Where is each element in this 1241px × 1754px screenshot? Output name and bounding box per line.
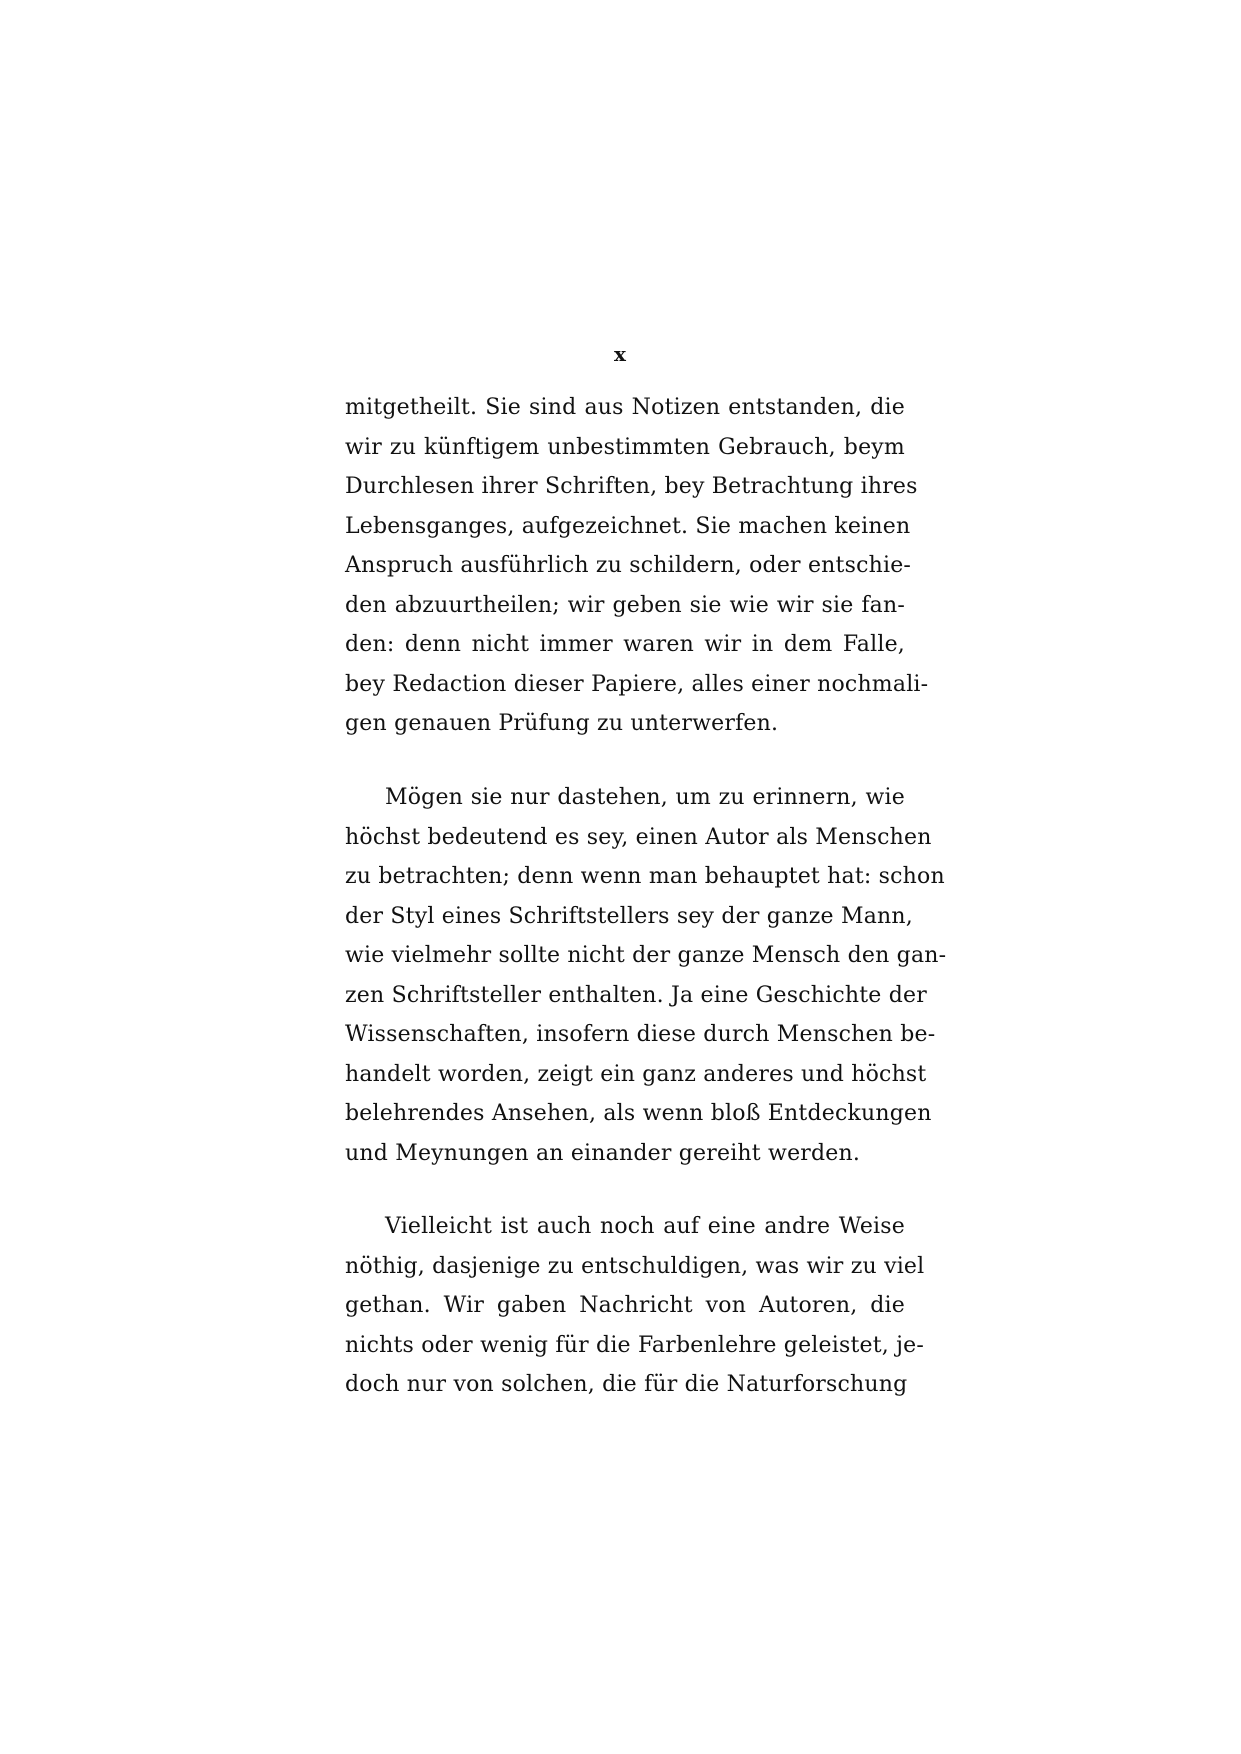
text-line: Vielleicht ist auch noch auf eine andre Weise — [385, 1214, 905, 1239]
text-line: höchst bedeutend es sey, einen Autor als Menschen — [345, 824, 932, 850]
text-line: bey Redaction dieser Papiere, alles einer nochmali- — [345, 671, 929, 697]
text-line: Lebensganges, aufgezeichnet. Sie machen keinen — [345, 513, 911, 539]
paragraph-3 — [345, 1207, 925, 1405]
text-line: belehrendes Ansehen, als wenn bloß Entdeckungen — [345, 1101, 932, 1126]
text-line: nichts oder wenig für die Farbenlehre geleistet, je- — [345, 1332, 925, 1358]
text-line: mitgetheilt. Sie sind aus Notizen entstanden, die — [345, 395, 905, 420]
text-line: doch nur von solchen, die für die Naturforschung — [345, 1372, 908, 1397]
text-line: Wissenschaften, insofern diese durch Menschen be- — [345, 1022, 936, 1047]
text-line: zu betrachten; denn wenn man behauptet hat: schon — [345, 864, 945, 889]
text-line: Anspruch ausführlich zu schildern, oder entschie- — [345, 553, 912, 578]
text-line: nöthig, dasjenige zu entschuldigen, was wir zu viel — [345, 1253, 925, 1279]
text-line: Durchlesen ihrer Schriften, bey Betrachtung ihres — [345, 474, 918, 499]
text-line: handelt worden, zeigt ein ganz anderes und höchst — [345, 1061, 927, 1087]
text-line: Mögen sie nur dastehen, um zu erinnern, wie — [385, 785, 905, 810]
text-line: den: denn nicht immer waren wir in dem Falle, — [345, 632, 905, 657]
text-line: den abzuurtheilen; wir geben sie wie wir sie fan- — [345, 592, 905, 618]
text-line: zen Schriftsteller enthalten. Ja eine Geschichte der — [345, 982, 927, 1008]
text-line: und Meynungen an einander gereiht werden. — [345, 1140, 861, 1166]
text-line: gethan. Wir gaben Nachricht von Autoren, die — [345, 1293, 905, 1318]
text-line: wir zu künftigem unbestimmten Gebrauch, beym — [345, 434, 905, 460]
text-line: der Styl eines Schriftstellers sey der ganze Mann, — [345, 903, 913, 929]
page-number: x — [614, 342, 627, 366]
text-line: gen genauen Prüfung zu unterwerfen. — [345, 711, 779, 736]
text-line: wie vielmehr sollte nicht der ganze Mensch den gan- — [345, 943, 947, 968]
paragraph-2 — [345, 778, 947, 1173]
paragraph-1 — [345, 388, 929, 744]
